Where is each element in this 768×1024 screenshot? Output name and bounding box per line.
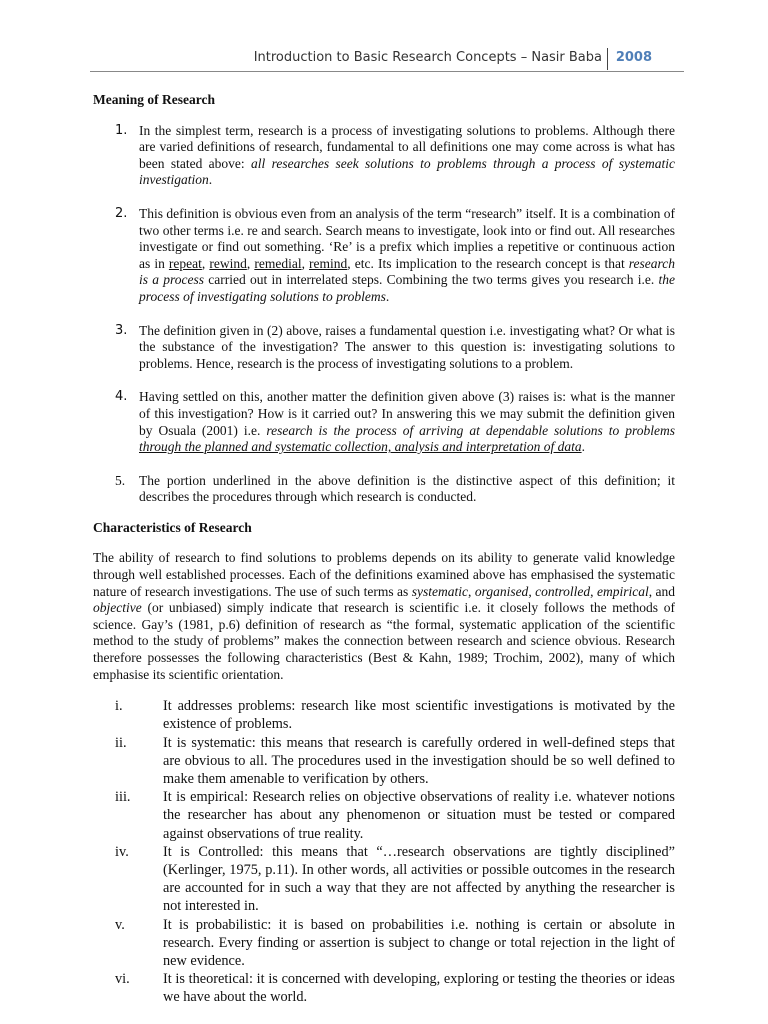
item-text-italic: research is a process [139,255,676,288]
list-number: v. [115,916,125,933]
paragraph-italic: systematic [411,583,468,599]
item-text-underlined: remind [309,255,348,271]
item-text: It is theoretical: it is concerned with developing, exploring or testing the theories or ideas we have about the world. [163,971,675,1006]
item-text-italic-underlined: through the planned and systematic collection, analysis and interpretation of data [139,439,582,455]
item-text: In the simplest term, research is a process of investigating solutions to problems. Although there are varied definitions of research, fundamental to all definitions one may come across is what has been stated above: [139,122,675,171]
list-number: ii. [115,734,127,751]
page-header [90,48,684,72]
paragraph-text: , [467,583,475,599]
item-text: . [581,439,585,455]
paragraph-italic: objective [93,600,142,616]
list-item [93,697,675,733]
item-text-underlined: rewind [209,255,247,271]
list-number: 2. [115,205,128,221]
paragraph-text: (or unbiased) simply indicate that research is scientific i.e. it closely follows the methods of science. Gay’s (1981, p.6) definition of research as “the formal, systematic application of the scientific method to the study of problems” makes the connection between research and science obvious. Research therefore possesses the following characteristics (Best & Kahn, 1989; Trochim, 2002), many of which emphasise its scientific orientation. [93,600,675,682]
list-number: vi. [115,971,130,988]
item-text-underlined: repeat [168,255,202,271]
item-text: . [385,288,390,304]
section-heading-characteristics: Characteristics of Research [93,519,252,535]
list-item [93,473,675,506]
item-text: Having settled on this, another matter the definition given above (3) raises is: what is the manner of this investigation? How is it carried out? In answering this we may submit the definition given by Osuala (2001) i.e. [139,389,675,438]
item-text: It is systematic: this means that research is carefully ordered in well-defined steps that are obvious to all. The procedures used in the investigation should be so well defined to make them amenable to verification by others. [163,734,675,788]
paragraph-italic: controlled [535,583,591,599]
list-item [93,970,675,1006]
list-item [93,323,675,373]
list-item [93,206,675,306]
item-text: It addresses problems: research like most scientific investigations is motivated by the existence of problems. [163,698,675,733]
list-item [93,734,675,789]
list-number: 3. [115,322,128,338]
item-text: It is probabilistic: it is based on probabilities i.e. nothing is certain or absolute in research. Every finding or assertion is subject to change or total rejection in the light of new evidence. [163,916,675,970]
header-separator [607,48,608,70]
paragraph-italic: empirical [596,583,649,599]
characteristics-paragraph [93,550,675,683]
paragraph-text: , [528,583,536,599]
header-year: 2008 [615,50,652,65]
item-text: , [301,255,310,271]
header-rule [90,71,684,72]
characteristics-list [93,697,675,1006]
item-text-italic: the process of investigating solutions to problems [139,272,675,304]
list-number: iv. [115,843,129,860]
paragraph-text: , [590,583,597,599]
list-number: i. [115,698,123,715]
item-text-underlined: remedial [254,255,302,271]
list-number: iii. [115,789,131,806]
paragraph-text: The ability of research to find solutions to problems depends on its ability to generate valid knowledge through well established processes. Each of the definitions examined above has emphasised the systematic nature of research investigations. The use of such terms as [93,550,675,599]
item-text: . [208,172,213,188]
list-item [93,389,675,455]
document-body [93,92,675,1007]
item-text: This definition is obvious even from an analysis of the term “research” itself. It is a combination of two other terms i.e. re and search. Search means to investigate, look into or find out. All researches investigate or find out something. ‘Re’ is a prefix which implies a repetitive or continuous action as in [139,205,675,271]
list-number: 4. [115,389,128,405]
list-number: 1. [115,122,128,138]
list-item [93,788,675,843]
item-text: carried out in interrelated steps. Combining the two terms gives you research i.e. [204,272,659,288]
list-item [93,916,675,971]
item-text: The definition given in (2) above, raises a fundamental question i.e. investigating what? Or what is the substance of the investigation? The answer to this question is: investigating solutions to problems. Hence, research is the process of investigating solutions to a problem. [139,322,675,371]
meaning-list [93,123,675,506]
paragraph-italic: organised [474,583,529,599]
list-number: 5. [115,472,126,488]
item-text: , [201,255,210,271]
item-text: It is Controlled: this means that “…research observations are tightly disciplined” (Kerlinger, 1975, p.11). In other words, all activities or possible outcomes in the research are accounted for in such a way that they are not affected by anything the researcher is not interested in. [163,843,675,915]
item-text: , [246,255,255,271]
item-text: , etc. Its implication to the research concept is that [347,255,629,271]
list-item [93,123,675,189]
item-text-italic: all researches seek solutions to problems through a process of systematic investigation [139,155,675,188]
list-item [93,843,675,916]
item-text: The portion underlined in the above definition is the distinctive aspect of this definition; it describes the procedures through which research is conducted. [139,472,675,505]
section-heading-meaning: Meaning of Research [93,92,215,107]
item-text-italic: research is the process of arriving at dependable solutions to problems [266,422,675,438]
item-text: It is empirical: Research relies on objective observations of reality i.e. whatever notions the researcher has about any phenomenon or situation must be tested or compared against observations of true reality. [163,789,675,842]
paragraph-text: , and [648,583,676,599]
header-title: Introduction to Basic Research Concepts – Nasir Baba [253,50,602,65]
